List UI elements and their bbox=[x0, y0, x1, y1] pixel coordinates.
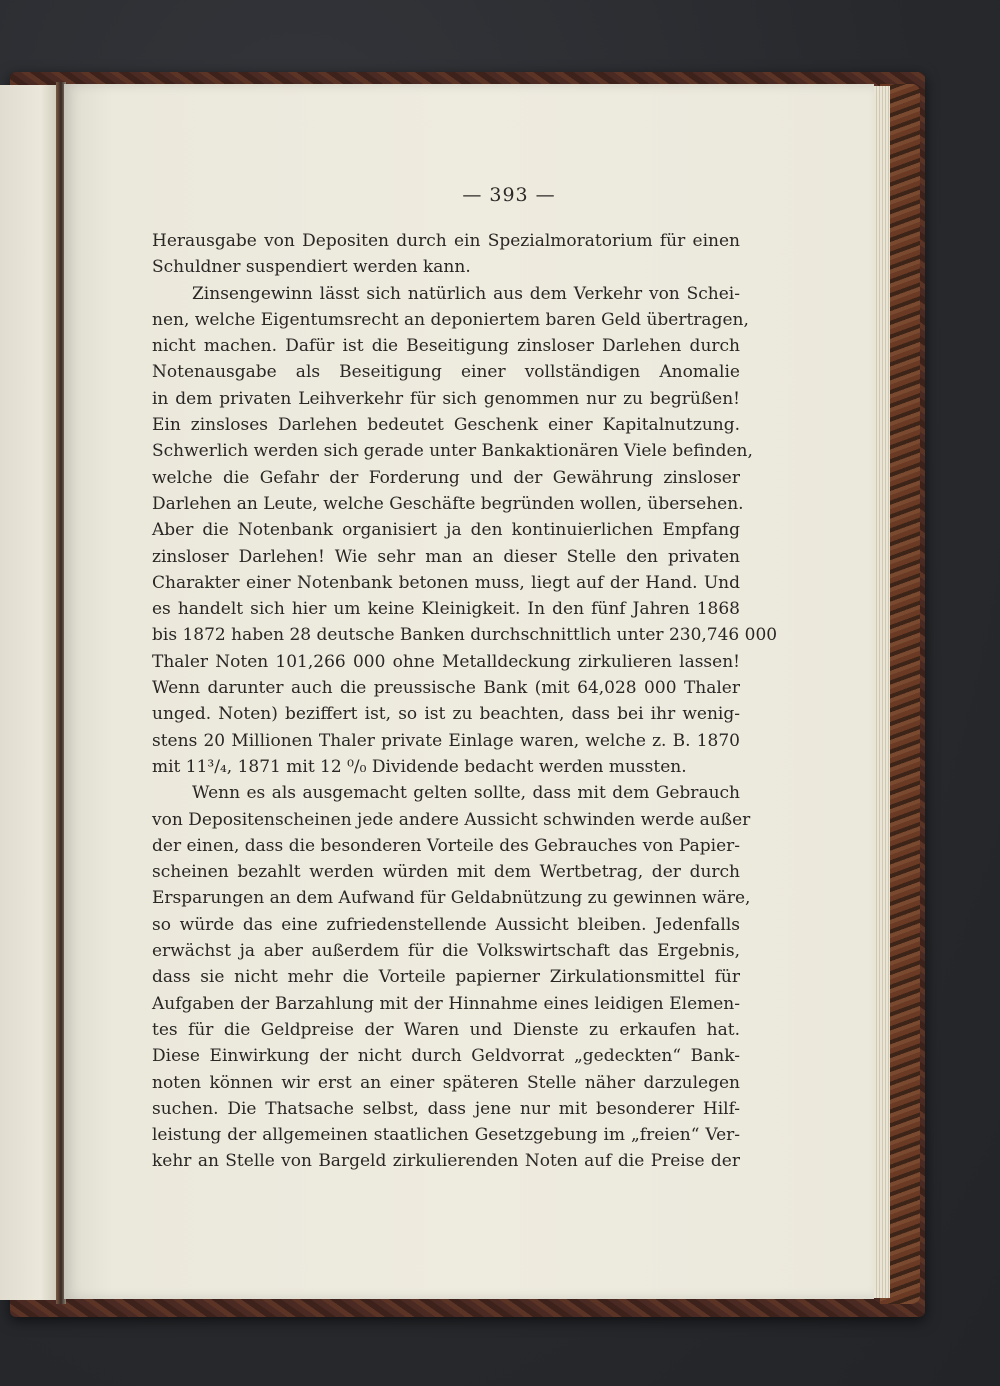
text-line: scheinen bezahlt werden würden mit dem Wertbetrag, der durch bbox=[152, 862, 740, 883]
text-line: Ersparungen an dem Aufwand für Geldabnützung zu gewinnen wäre, bbox=[152, 888, 751, 909]
text-line: Schwerlich werden sich gerade unter Bankaktionären Viele befinden, bbox=[152, 441, 753, 462]
text-line: mit 11³/₄, 1871 mit 12 ⁰/₀ Dividende bedacht werden mussten. bbox=[152, 756, 687, 777]
text-line: Herausgabe von Depositen durch ein Spezialmoratorium für einen bbox=[152, 231, 740, 251]
text-line: suchen. Die Thatsache selbst, dass jene nur mit besonderer Hilf- bbox=[152, 1098, 740, 1119]
text-line: nicht machen. Dafür ist die Beseitigung zinsloser Darlehen durch bbox=[152, 336, 740, 357]
text-line: nen, welche Eigentumsrecht an deponiertem baren Geld übertragen, bbox=[152, 309, 749, 330]
text-line: noten können wir erst an einer späteren Stelle näher darzulegen bbox=[152, 1072, 740, 1093]
book-page bbox=[64, 84, 874, 1299]
text-line: dass sie nicht mehr die Vorteile papierner Zirkulationsmittel für bbox=[152, 967, 740, 988]
text-line: Thaler Noten 101,266 000 ohne Metalldeckung zirkulieren lassen! bbox=[152, 651, 740, 672]
page-number: — 393 — bbox=[462, 184, 556, 206]
text-line: Wenn es als ausgemacht gelten sollte, dass mit dem Gebrauch bbox=[192, 783, 740, 804]
text-line: welche die Gefahr der Forderung und der Gewährung zinsloser bbox=[152, 467, 740, 488]
text-line: unged. Noten) beziffert ist, so ist zu beachten, dass bei ihr wenig- bbox=[152, 704, 740, 725]
text-line: leistung der allgemeinen staatlichen Gesetzgebung im „freien“ Ver- bbox=[152, 1125, 740, 1146]
text-line: bis 1872 haben 28 deutsche Banken durchschnittlich unter 230,746 000 bbox=[152, 625, 778, 646]
text-line: tes für die Geldpreise der Waren und Dienste zu erkaufen hat. bbox=[152, 1019, 740, 1040]
text-line: kehr an Stelle von Bargeld zirkulierenden Noten auf die Preise der bbox=[152, 1151, 740, 1172]
text-line: zinsloser Darlehen! Wie sehr man an dieser Stelle den privaten bbox=[152, 546, 740, 567]
text-line: Darlehen an Leute, welche Geschäfte begründen wollen, übersehen. bbox=[152, 493, 744, 514]
text-line: Wenn darunter auch die preussische Bank (mit 64,028 000 Thaler bbox=[152, 678, 740, 699]
text-line: Notenausgabe als Beseitigung einer vollständigen Anomalie bbox=[152, 362, 740, 383]
text-line: erwächst ja aber außerdem für die Volkswirtschaft das Ergebnis, bbox=[152, 941, 740, 962]
text-line: Ein zinsloses Darlehen bedeutet Geschenk einer Kapitalnutzung. bbox=[152, 415, 740, 436]
text-line: von Depositenscheinen jede andere Aussicht schwinden werde außer bbox=[152, 809, 751, 830]
text-line: Zinsengewinn lässt sich natürlich aus dem Verkehr von Schei- bbox=[192, 283, 740, 304]
text-line: Schuldner suspendiert werden kann. bbox=[152, 257, 471, 278]
text-line: Aufgaben der Barzahlung mit der Hinnahme eines leidigen Elemen- bbox=[152, 993, 740, 1014]
left-page bbox=[0, 85, 58, 1300]
text-line: Charakter einer Notenbank betonen muss, liegt auf der Hand. Und bbox=[152, 572, 740, 593]
text-line: in dem privaten Leihverkehr für sich genommen nur zu begrüßen! bbox=[152, 388, 740, 409]
text-line: so würde das eine zufriedenstellende Aussicht bleiben. Jedenfalls bbox=[152, 914, 740, 935]
text-line: stens 20 Millionen Thaler private Einlage waren, welche z. B. 1870 bbox=[152, 730, 740, 751]
text-line: Diese Einwirkung der nicht durch Geldvorrat „gedeckten“ Bank- bbox=[152, 1046, 740, 1067]
text-line: Aber die Notenbank organisiert ja den kontinuierlichen Empfang bbox=[152, 520, 740, 541]
body-text bbox=[152, 228, 778, 1175]
text-line: der einen, dass die besonderen Vorteile des Gebrauches von Papier- bbox=[152, 835, 740, 856]
text-line: es handelt sich hier um keine Kleinigkeit. In den fünf Jahren 1868 bbox=[152, 599, 740, 620]
